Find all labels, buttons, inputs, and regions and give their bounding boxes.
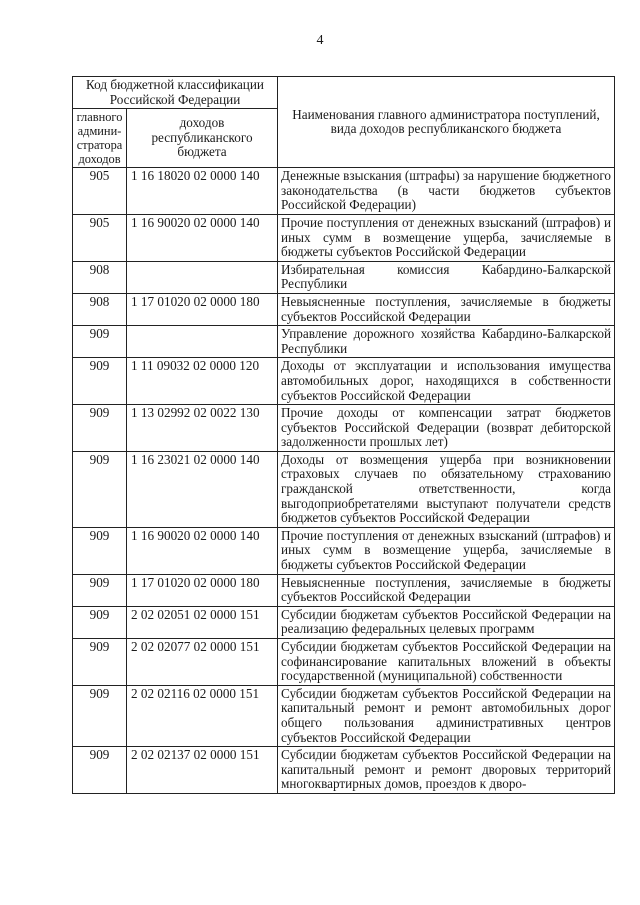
table-row — [73, 606, 615, 638]
admin-code-cell: 909 — [73, 326, 127, 358]
admin-code-cell: 909 — [73, 451, 127, 527]
revenue-name-cell: Управление дорожного хозяйства Кабардино-Балкарской Республики — [278, 326, 615, 358]
revenue-name-cell: Доходы от эксплуатации и использования имущества автомобильных дорог, находящихся в собственности субъектов Российской Федерации — [278, 358, 615, 405]
table-body — [73, 168, 615, 794]
revenue-name-cell: Избирательная комиссия Кабардино-Балкарской Республики — [278, 261, 615, 293]
revenue-name-cell: Субсидии бюджетам субъектов Российской Федерации на капитальный ремонт и ремонт дворовых территорий многоквартирных домов, проездов к дворо- — [278, 747, 615, 794]
revenue-code-cell: 1 16 90020 02 0000 140 — [127, 214, 278, 261]
admin-code-cell: 905 — [73, 214, 127, 261]
admin-code-cell: 909 — [73, 639, 127, 686]
table-row — [73, 214, 615, 261]
revenue-name-cell: Денежные взыскания (штрафы) за нарушение бюджетного законодательства (в части бюджетов субъектов Российской Федерации) — [278, 168, 615, 215]
admin-code-cell: 908 — [73, 261, 127, 293]
revenue-code-cell: 2 02 02077 02 0000 151 — [127, 639, 278, 686]
table-row — [73, 451, 615, 527]
revenue-code-cell: 1 17 01020 02 0000 180 — [127, 293, 278, 325]
revenue-code-cell: 2 02 02137 02 0000 151 — [127, 747, 278, 794]
revenue-name-cell: Невыясненные поступления, зачисляемые в бюджеты субъектов Российской Федерации — [278, 574, 615, 606]
revenue-name-cell: Прочие поступления от денежных взысканий (штрафов) и иных сумм в возмещение ущерба, зачисляемые в бюджеты субъектов Российской Федерации — [278, 214, 615, 261]
admin-code-cell: 909 — [73, 527, 127, 574]
table-row — [73, 326, 615, 358]
table-row — [73, 261, 615, 293]
admin-code-cell: 909 — [73, 747, 127, 794]
revenue-code-cell: 2 02 02051 02 0000 151 — [127, 606, 278, 638]
budget-classification-table — [72, 76, 615, 794]
header-name-column: Наименования главного администратора поступлений, вида доходов республиканского бюджета — [278, 77, 615, 168]
table-row — [73, 747, 615, 794]
revenue-code-cell: 1 13 02992 02 0022 130 — [127, 405, 278, 452]
revenue-name-cell: Прочие доходы от компенсации затрат бюджетов субъектов Российской Федерации (возврат дебиторской задолженности прошлых лет) — [278, 405, 615, 452]
revenue-name-cell: Доходы от возмещения ущерба при возникновении страховых случаев по обязательному страхованию гражданской ответственности, когда выгодоприобретателями выступают получатели средств бюджетов субъектов Российской Федерации — [278, 451, 615, 527]
table-row — [73, 527, 615, 574]
admin-code-cell: 909 — [73, 405, 127, 452]
table-row — [73, 358, 615, 405]
admin-code-cell: 909 — [73, 606, 127, 638]
revenue-name-cell: Невыясненные поступления, зачисляемые в бюджеты субъектов Российской Федерации — [278, 293, 615, 325]
admin-code-cell: 909 — [73, 685, 127, 746]
table-row — [73, 168, 615, 215]
revenue-code-cell: 1 16 90020 02 0000 140 — [127, 527, 278, 574]
revenue-name-cell: Прочие поступления от денежных взысканий (штрафов) и иных сумм в возмещение ущерба, зачисляемые в бюджеты субъектов Российской Федерации — [278, 527, 615, 574]
revenue-name-cell: Субсидии бюджетам субъектов Российской Федерации на софинансирование капитальных вложений в объекты государственной (муниципальной) собственности — [278, 639, 615, 686]
table-row — [73, 293, 615, 325]
revenue-code-cell: 2 02 02116 02 0000 151 — [127, 685, 278, 746]
revenue-code-cell — [127, 326, 278, 358]
revenue-code-cell — [127, 261, 278, 293]
table-row — [73, 405, 615, 452]
header-code-group: Код бюджетной классификации Российской Федерации — [73, 77, 278, 109]
revenue-code-cell: 1 16 18020 02 0000 140 — [127, 168, 278, 215]
admin-code-cell: 909 — [73, 574, 127, 606]
header-admin-column: главного админи-стратора доходов — [73, 109, 127, 168]
table-header-row — [73, 77, 615, 109]
page-number: 4 — [316, 33, 324, 48]
admin-code-cell: 908 — [73, 293, 127, 325]
revenue-code-cell: 1 11 09032 02 0000 120 — [127, 358, 278, 405]
table-row — [73, 685, 615, 746]
table-row — [73, 639, 615, 686]
table-row — [73, 574, 615, 606]
revenue-name-cell: Субсидии бюджетам субъектов Российской Федерации на капитальный ремонт и ремонт автомобильных дорог общего пользования административных центров субъектов Российской Федерации — [278, 685, 615, 746]
revenue-name-cell: Субсидии бюджетам субъектов Российской Федерации на реализацию федеральных целевых программ — [278, 606, 615, 638]
revenue-code-cell: 1 16 23021 02 0000 140 — [127, 451, 278, 527]
admin-code-cell: 905 — [73, 168, 127, 215]
revenue-code-cell: 1 17 01020 02 0000 180 — [127, 574, 278, 606]
admin-code-cell: 909 — [73, 358, 127, 405]
header-revenue-column: доходов республиканского бюджета — [127, 109, 278, 168]
